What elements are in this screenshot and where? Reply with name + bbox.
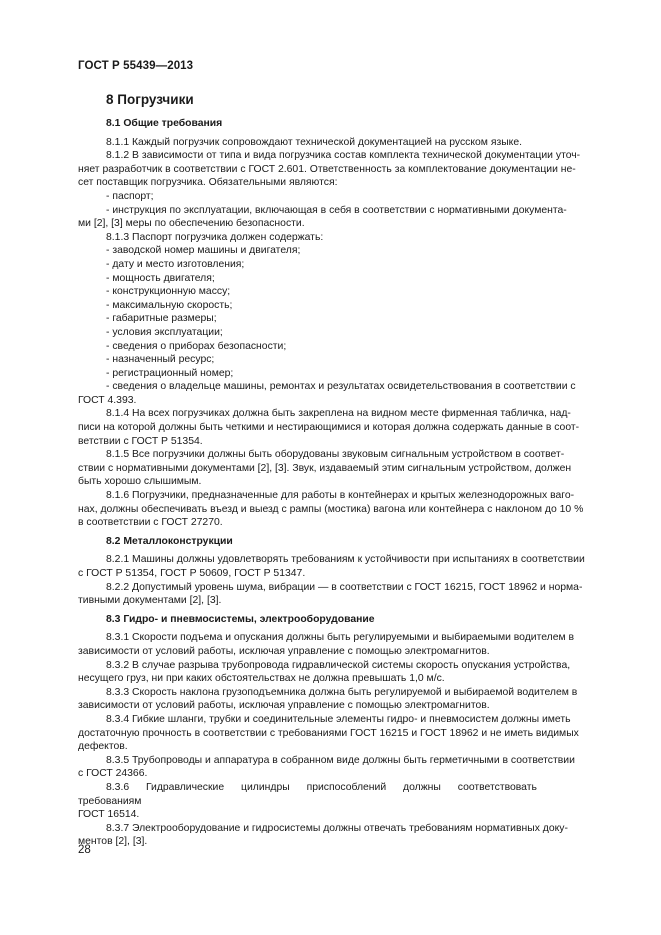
paragraph-8-2-1-line-1: 8.2.1 Машины должны удовлетворять требованиям к устойчивости при испытаниях в соответствии [106,554,585,566]
list-item: - условия эксплуатации; [106,326,223,338]
paragraph-8-3-4-line-3: дефектов. [78,741,128,753]
paragraph-8-1-4-line-1: 8.1.4 На всех погрузчиках должна быть закреплена на видном месте фирменная табличка, над- [106,408,571,420]
list-item-owner-line-2: ГОСТ 4.393. [78,394,137,406]
paragraph-8-2-2-line-2: тивными документами [2], [3]. [78,595,222,607]
subsection-title-8-3: 8.3 Гидро- и пневмосистемы, электрооборудование [106,613,375,625]
paragraph-8-3-2-line-1: 8.3.2 В случае разрыва трубопровода гидравлической системы скорость опускания устройства, [106,659,571,671]
list-item: - максимальную скорость; [106,299,233,311]
document-body [78,112,614,849]
paragraph-8-1-6-line-3: в соответствии с ГОСТ 27270. [78,517,223,529]
paragraph-8-3-6-line-1: 8.3.6 Гидравлические цилиндры приспособлений должны соответствовать требованиям [78,781,537,807]
list-item: - габаритные размеры; [106,313,217,325]
paragraph-8-3-5-line-2: с ГОСТ 24366. [78,768,148,780]
document-header: ГОСТ Р 55439—2013 [78,60,194,72]
paragraph-8-3-6-line-2: ГОСТ 16514. [78,809,140,821]
paragraph-8-1-2-line-1: 8.1.2 В зависимости от типа и вида погрузчика состав комплекта технической документации уточ- [106,150,581,162]
paragraph-8-1-2-line-2: няет разработчик в соответствии с ГОСТ 2.601. Ответственность за комплектование документации не- [78,163,576,175]
list-item-instruction-line-1: - инструкция по эксплуатации, включающая в себя в соответствии с нормативными документа- [106,204,567,216]
list-item: - мощность двигателя; [106,272,215,284]
paragraph-8-3-4-line-2: достаточную прочность в соответствии с требованиями ГОСТ 16215 и ГОСТ 18962 и не иметь видимых [78,727,579,739]
paragraph-8-1-4-line-2: писи на которой должны быть четкими и нестирающимися и которая должна содержать данные в соот- [78,422,580,434]
paragraph-8-1-4-line-3: ветствии с ГОСТ Р 51354. [78,435,203,447]
paragraph-8-3-7-line-1: 8.3.7 Электрооборудование и гидросистемы должны отвечать требованиям нормативных доку- [106,822,568,834]
paragraph-8-2-1-line-2: с ГОСТ Р 51354, ГОСТ Р 50609, ГОСТ Р 51347. [78,568,306,579]
paragraph-8-1-5-line-1: 8.1.5 Все погрузчики должны быть оборудованы звуковым сигнальным устройством в соответ- [106,449,565,461]
list-item-passport: - паспорт; [106,190,154,202]
list-item: - дату и место изготовления; [106,258,245,270]
subsection-title-8-1: 8.1 Общие требования [106,118,223,129]
list-item: - заводской номер машины и двигателя; [106,245,301,257]
list-item: - регистрационный номер; [106,367,234,379]
paragraph-8-3-5-line-1: 8.3.5 Трубопроводы и аппаратура в собранном виде должны быть герметичными в соответствии [106,754,575,766]
list-item-instruction-line-2: ми [2], [3] меры по обеспечению безопасности. [78,218,305,230]
page-number: 28 [78,844,91,856]
paragraph-8-3-3-line-2: зависимости от условий работы, исключая управление с помощью электромагнитов. [78,700,490,712]
paragraph-8-1-2-line-3: сет поставщик погрузчика. Обязательными являются: [78,177,338,189]
list-item: - назначенный ресурс; [106,354,215,366]
paragraph-8-2-2-line-1: 8.2.2 Допустимый уровень шума, вибрации — в соответствии с ГОСТ 16215, ГОСТ 18962 и норма- [106,581,583,593]
paragraph-8-3-2-line-2: несущего груз, ни при каких обстоятельствах не должна превышать 1,0 м/с. [78,673,445,685]
paragraph-8-3-7-line-2: ментов [2], [3]. [78,836,148,848]
paragraph-8-1-3: 8.1.3 Паспорт погрузчика должен содержать: [106,231,324,243]
section-title: 8 Погрузчики [106,92,194,107]
paragraph-8-3-1-line-2: зависимости от условий работы, исключая управление с помощью электромагнитов. [78,645,490,657]
list-item: - сведения о приборах безопасности; [106,340,287,352]
paragraph-8-3-4-line-1: 8.3.4 Гибкие шланги, трубки и соединительные элементы гидро- и пневмосистем должны иметь [106,713,571,725]
list-item: - конструкционную массу; [106,286,231,298]
paragraph-8-3-1-line-1: 8.3.1 Скорости подъема и опускания должны быть регулируемыми и выбираемыми водителем в [106,632,575,644]
paragraph-8-1-6-line-1: 8.1.6 Погрузчики, предназначенные для работы в контейнерах и крытых железнодорожных ваго- [106,490,575,502]
paragraph-8-1-1: 8.1.1 Каждый погрузчик сопровождают технической документацией на русском языке. [106,136,522,148]
paragraph-8-1-6-line-2: нах, должны обеспечивать въезд и выезд с рампы (мостика) вагона или контейнера с наклоном до 10 % [78,503,584,515]
subsection-title-8-2: 8.2 Металлоконструкции [106,535,233,547]
paragraph-8-1-5-line-2: ствии с нормативными документами [2], [3]. Звук, издаваемый этим сигнальным устройством, должен [78,462,572,474]
paragraph-8-3-3-line-1: 8.3.3 Скорость наклона грузоподъемника должна быть регулируемой и выбираемой водителем в [106,686,578,698]
list-item-owner-line-1: - сведения о владельце машины, ремонтах и результатах освидетельствования в соответствии с [106,381,576,393]
paragraph-8-1-5-line-3: быть хорошо слышимым. [78,476,202,488]
